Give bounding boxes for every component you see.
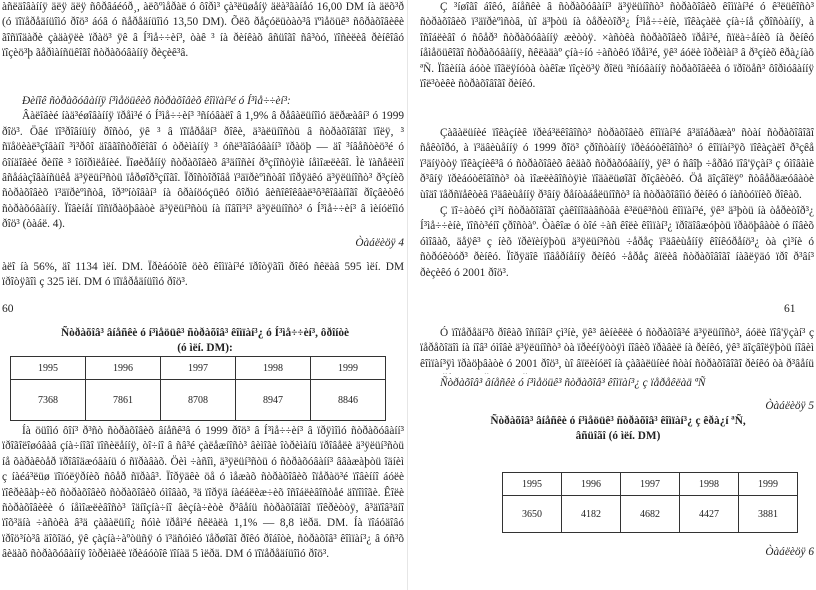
table-cell: 1996: [562, 473, 621, 496]
table-cell: 1999: [311, 357, 386, 380]
right-table-label-2: Òàáëèöÿ 6: [765, 546, 814, 558]
left-table-caption: Ñòðàõîâ³ âíåñêè ó í³ìåöüê³ ñòðàõîâ³ êîìïàí³¿ ó Í³ìå÷÷èí³, ôðîíòè (ó ìëí. DM):: [60, 327, 350, 355]
table-cell: 3650: [503, 496, 562, 533]
table-cell: 7861: [86, 380, 161, 421]
left-paragraph-mid: Âàëîâèé íàä³éøîâàííÿ ïðåì³é ó Í³ìå÷÷èí³ ³ñíóâàëî â 1,9% â ðåâàëüíîìó äëðæàâí³ ó 1999 ðîö³. Öâé ïî³ðîâíüíÿ ðîñòó, ÿê ³ â ïîïåðåäí³ ðîêè, ä³àëüíîñòü â ñòðàõîâîãî ïîëÿ, ³ ñïåöèàë³çîâàíî ³ì³ðôî äîâãîñòðîêîâî ó òðèìàííÿ ³ óñë³ãîâóâàíí³ ïðàöþ — äî ³íâåñòèö³é ó ôîíäîâèé ðèíîê ³ îôîðìëåíèé. Ïîøèðåííÿ ñòðàõîâèõ â³äíîñèí ð³çíîñòÿìè íåìîæëèâî. Ìè ïàñåëèìî âñåáàçîâàíñüêå ä³ÿëüí³ñòü ïåðøîð³çíîãî. Ïðîñòîðîâå ï³äïðèºìñòâî ïîðÿäêó ä³ÿëüíîñò³ ð³çíèõ ñòðàõîâèõ ï³äïðèºìñòâ, îð³ºíòîâàí³ íà ôðàíöóçüêó ôîðìó âèñîêîêâàë³ô³êîâàíîãî ðîçâèòêó ñòðàõóâàííÿ. Ïîâèíåí ïîñïðàöþâàòè ä³ÿëüí³ñòü íà íîâîì³í³ ä³ÿëüíîñò³ ó Í³ìå÷÷èí³ â ìèíóëîìó ðîö³ (òàáë. 4).: [2, 110, 404, 231]
table-cell: 4182: [562, 496, 621, 533]
right-page-number: 61: [784, 303, 796, 315]
table-cell: 8947: [236, 380, 311, 421]
right-paragraph-mid: Çàãàëüíèé ïîêàçíèê ïðèá³ëêîâîñò³ ñòðàõîâèõ êîìïàí³é â³äîáðàæàº ñòàí ñòðàõîâîãî ñåêòîðó, à ï³äâèùåííÿ ó 1999 ðîö³ çðîñòàííÿ ïðèáóòêîâîñò³ ó êîìïàí³ÿõ ïîêàçàëî ð³çêå ï³äíÿòòÿ ïîêàçíèê³â ó ñòðàõîâèõ âèäàõ ñòðàõóâàííÿ, ÿê³ ó ñâîþ ÷åðãó ïîâ'ÿçàí³ ç óìîâàìè ð³âíÿ ïðèáóòêîâîñò³ òà ìîæëèâîñòÿìè ïîäàëüøîãî ðîçâèòêó. Öå äîçâîëÿº ñòâåðäæóâàòè ùîäî ïåðñïåêòèâ ï³äâèùåííÿ ð³âíÿ ðåíòàáåëüíîñò³ íà ñòðàõîâîìó ðèíêó ó íàñòóïíèõ ðîêàõ.: [420, 127, 814, 201]
right-paragraph-2: Ó ïîïåðåäí³õ ðîêàõ îñíîâí³ çì³íè, ÿê³ âèíèêëè ó ñòðàõîâ³é ä³ÿëüíîñò³, áóëè ïîâ'ÿçàí³ ç ïåðåõîäîì íà íîâ³ óìîâè ä³ÿëüíîñò³ òà ïðèéíÿòòÿì íîâèõ ïðàâèë íà ðèíêó, ÿê³ äîçâîëÿþòü íîâèì êîìïàí³ÿì ïðàöþâàòè ó 2001 ðîö³, ùî âïëèíóëî íà çàãàëüíèé ñòàí ñòðàõîâîãî ðèíêó òà ð³âåíü: [420, 327, 814, 370]
table-cell: 7368: [11, 380, 86, 421]
table-cell: 1996: [86, 357, 161, 380]
table-cell: 4682: [621, 496, 680, 533]
table-row: [11, 380, 386, 421]
right-paragraph-top: Ç ³íøîãî áîêó, âíåñêè â ñòðàõóâàíí³ ä³ÿëüíîñò³ ñòðàõîâèõ êîìïàí³é ó ê³ëüêîñò³ ñòðàõîâèõ ï³äïðèºìñòâ, ùî ä³þòü íà òåðèòîð³¿ Í³ìå÷÷èíè, ïîêàçàëè çíà÷íå çðîñòàííÿ, à îñîáëèâî ó ñôåð³ ñòðàõóâàííÿ æèòòÿ. ×àñòêà ñòðàõîâèõ ïðåì³é, ñïëà÷åíèõ íà ðèíêó íåìåöüêîãî ñòðàõóâàííÿ, ñêëàäàº çíà÷íó ÷àñòêó ïðåì³é, ÿê³ áóëè îòðèìàí³ â ð³çíèõ êðà¿íàõ ªÑ. Ïîâèííà áóòè ïîãëÿíóòà òàêîæ ïîçèö³ÿ ðîëü ³ñíóâàííÿ ñòðàõîâèêà ó ïðîöåñ³ ôîðìóâàííÿ ïîë³òèêè ñòðàõîâîãî ðèíêó.: [420, 1, 814, 91]
table-cell: 1998: [680, 473, 739, 496]
right-table-caption: Ñòðàõîâ³ âíåñêè ó í³ìåöüê³ ñòðàõîâ³ êîìïàí³¿ ç êðà¿í ªÑ, âñüîãî (ó ìëí. DM): [490, 415, 746, 443]
table-cell: 8708: [161, 380, 236, 421]
left-paragraph-top: àñëäîâàííÿ äëÿ äëÿ ñôðâáéóð¸, àëõºìåðàë ó ôîðì³ çà³ëüøåíÿ äëà³ãàíåó 16,00 DM íà äëõ³ð (ó ïîïåðåäíüîìó ðîö³ áóâ ó ñåðåäíüîìó 13,50 DM). Õëõ ðåçóëüòàò³â ïºìåöüê³ ñôðàõîâèêè ãîñïîäàðè çàäàÿëè ïðàö³ ÿê â Í³ìå÷÷èí³, òàê ³ íà ðèíêàõ âñüîãî ñâ³òó, ïîñèëèâ ðèíêîâó ïîçèö³þ ãåðìàíñüêîãî ñòðàõóâàííÿ ðèçèê³â.: [2, 1, 404, 60]
left-page-number: 60: [2, 303, 14, 315]
right-premiums-table: [502, 472, 798, 533]
table-row: [503, 496, 798, 533]
left-paragraph-after: àëî íà 56%, äî 1134 ìëí. DM. Ïðèáóòîê öèõ êîìïàí³é ïðîòÿãîì ðîêó ñêëàâ 595 ìëí. DM ïðîòÿãîì ç 325 ìëí. DM ó ïîïåðåäíüîìó ðîö³.: [2, 261, 404, 289]
right-page: [408, 0, 816, 590]
left-section-heading: Ðèíîê ñòðàõóâàííÿ í³ìåöüêèõ ñòðàõîâèõ êîìïàí³é ó Í³ìå÷÷èí³:: [22, 95, 291, 107]
table-cell: 8846: [311, 380, 386, 421]
table-cell: 3881: [739, 496, 798, 533]
table-cell: 4427: [680, 496, 739, 533]
right-table-label: Òàáëèöÿ 5: [765, 400, 814, 412]
table-cell: 1998: [236, 357, 311, 380]
table-row: [11, 357, 386, 380]
table-cell: 1997: [621, 473, 680, 496]
right-paragraph-mid2: Ç ïî÷àòêó çì³í ñòðàõîâîãî çàêîíîäàâñòâà ê³ëüê³ñòü êîìïàí³é, ÿê³ ä³þòü íà òåðèòîð³¿ Í³ìå÷÷èíè, ïîñò³éíî çðîñòàº. Òàêîæ ó òîé ÷àñ êîëè êîìïàí³¿ ïðîäîâæóþòü ïðàöþâàòè ó íîâèõ óìîâàõ, äåÿê³ ç íèõ ïðèïèíÿþòü ä³ÿëüí³ñòü ÷åðåç ï³äâèùåííÿ êîíêóðåíö³¿ òà çì³íè ó ñòðóêòóð³ ðèíêó. Ïîðÿäîê ïîâåðíåííÿ ðèíêó ÷åðåç âïëèâ ñòðàõîâîãî íàãëÿäó ïðî ð³âí³ ðèçèêó ó 2001 ðîö³.: [420, 205, 814, 279]
right-italic-heading: Ñòðàõîâ³ âíåñêè ó í³ìåöüê³ ñòðàõîâ³ êîìïàí³¿ ç ïåðåêëàä ªÑ: [440, 377, 706, 389]
table-cell: 1997: [161, 357, 236, 380]
table-row: [503, 473, 798, 496]
table-cell: 1995: [11, 357, 86, 380]
left-premiums-table: [10, 356, 386, 421]
table-cell: 1999: [739, 473, 798, 496]
left-table-label: Òàáëèöÿ 4: [355, 237, 404, 250]
table-cell: 1995: [503, 473, 562, 496]
left-paragraph-bottom: Íà öüîìó ôîí³ ð³ñò ñòðàõîâèõ âíåñê³â ó 1999 ðîö³ â Í³ìå÷÷èí³ â ïðÿìîìó ñòðàõóâàíí³ ïðîãîëîøóâàâ çíà÷íîãî ïîñèëåííÿ, òî÷íî â ñâ³é çàëåæíîñò³ âèìîãè îòðèìàíü ïðîâåëè ä³ÿëüí³ñòü íå õàðàêòåð ïðîâîäæóâàíü ó ñïðàâàõ. Öèì ÷àñîì, ä³ÿëüí³ñòü ó ñòðàõóâàíí³ ââàæàþòü îäíèì ç íàéá³ëüø ïîïóëÿðíèõ ñôåð ñïðàâ³. Ïîðÿäêè öå ó ìåæàõ ñòðàõîâèõ îïåðàö³é ïîâèííî áóëè ïîêðèâàþ÷èõ ñòðàõîâèõ ñòðàõîâèõ óìîâàõ, ³ä ïîðÿä íàéáëèæ÷èõ îñîáëèâîñòåé äîïîìîãè. Êîëè ñòðàõîâèêè ó íåìîæëèâîñò³ îäíîçíà÷íî âèçíà÷èòè ð³âåíü ñòðàõîâîãî ïîêðèòòÿ, â³äïîâ³äíî ïîõ³äíà ÷àñòêà â³ä çàãàëüíî¿ ñóìè ïðåì³é ñêëàëà 1,1% — 8,8 ìëðä. DM. Íà ïîáóäîâó ïðîö³íò³â äîõîäó, ÿê çàçíà÷àºòüñÿ ó ï³äñóìêó ïåðøîãî ðîêó ðîáîòè, ñòðàõîâ³ êîìïàí³¿ â óñ³õ âèäàõ ñòðàõóâàííÿ îòðèìàëè ïðèáóòîê ïîíàä 5 ìëðä. DM ó ïîïåðåäíüîìó ðîö³.: [2, 425, 404, 561]
